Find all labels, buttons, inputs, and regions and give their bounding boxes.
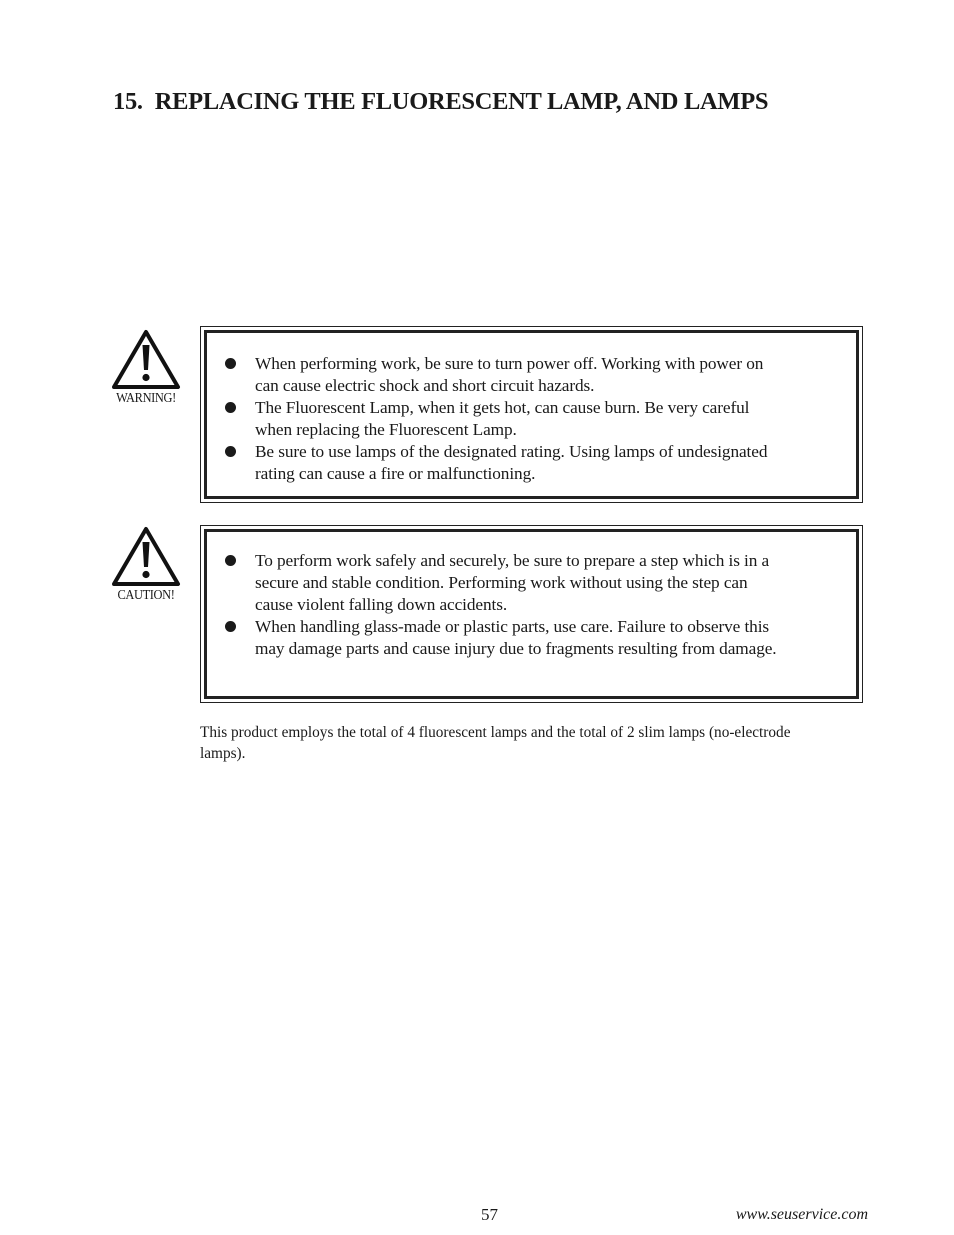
bullet-icon xyxy=(225,402,236,413)
warning-triangle-icon xyxy=(111,329,181,389)
section-title: REPLACING THE FLUORESCENT LAMP, AND LAMPS xyxy=(154,88,769,115)
warning-item: The Fluorescent Lamp, when it gets hot, can cause burn. Be very careful when replacing the Fluorescent Lamp. xyxy=(223,397,838,441)
caution-list xyxy=(223,550,838,660)
caution-item: To perform work safely and securely, be sure to prepare a step which is in a secure and stable condition. Performing work without using the step can cause violent falling down accidents. xyxy=(223,550,838,616)
bullet-icon xyxy=(225,446,236,457)
caution-sign xyxy=(108,526,184,603)
caution-triangle-icon xyxy=(111,526,181,586)
warning-box xyxy=(200,326,863,503)
warning-label: WARNING! xyxy=(116,390,176,405)
lamp-count-note: This product employs the total of 4 fluorescent lamps and the total of 2 slim lamps (no-electrode lamps). xyxy=(200,724,791,762)
caution-label: CAUTION! xyxy=(117,587,175,602)
page-title xyxy=(113,88,768,116)
bullet-icon xyxy=(225,358,236,369)
warning-box-inner xyxy=(204,330,859,499)
footer-url: www.seuservice.com xyxy=(735,1206,868,1223)
section-number: 15. xyxy=(113,88,143,115)
warning-item: Be sure to use lamps of the designated rating. Using lamps of undesignated rating can cause a fire or malfunctioning. xyxy=(223,441,838,485)
bullet-icon xyxy=(225,555,236,566)
bullet-icon xyxy=(225,621,236,632)
warning-item: When performing work, be sure to turn power off. Working with power on can cause electric shock and short circuit hazards. xyxy=(223,353,838,397)
warning-sign xyxy=(108,329,184,406)
caution-box-inner xyxy=(204,529,859,699)
caution-box xyxy=(200,525,863,703)
caution-item: When handling glass-made or plastic parts, use care. Failure to observe this may damage parts and cause injury due to fragments resulting from damage. xyxy=(223,616,838,660)
page-number: 57 xyxy=(481,1205,498,1224)
warning-list xyxy=(223,353,838,485)
